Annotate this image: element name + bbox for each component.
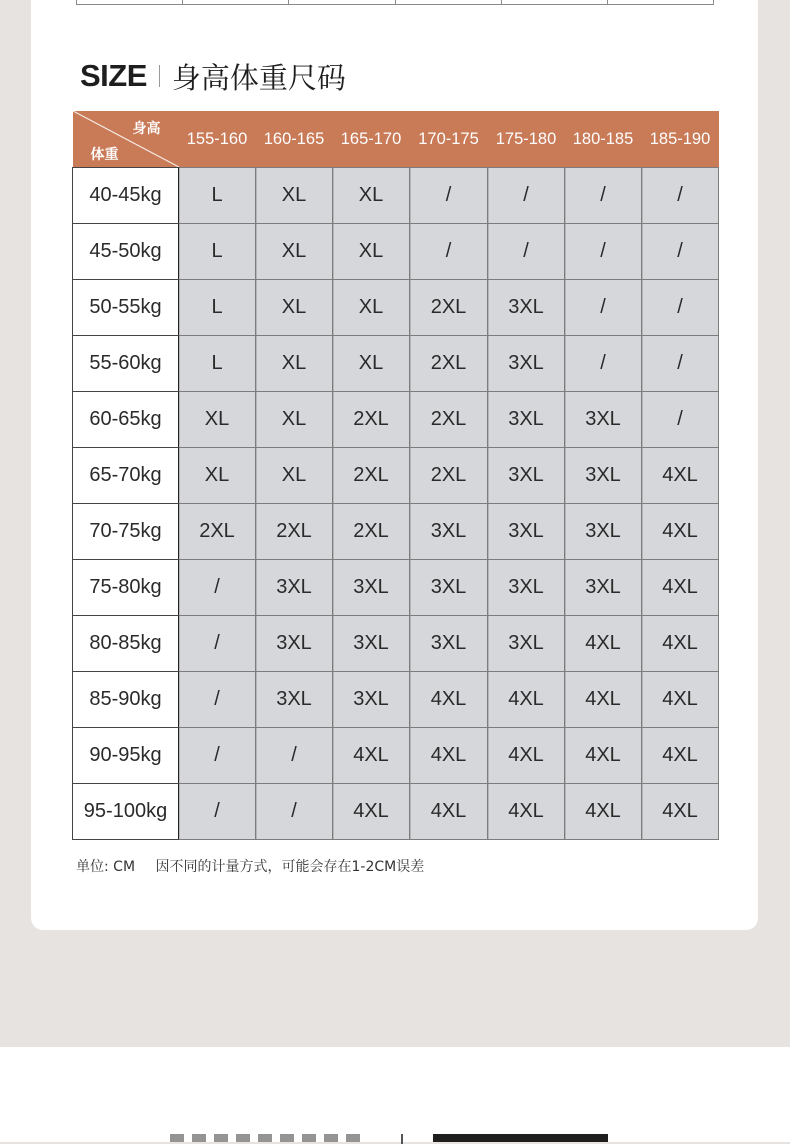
weight-cell: 55-60kg [73,336,179,392]
size-cell: / [179,672,256,728]
size-cell: 3XL [488,504,565,560]
size-cell: XL [256,448,333,504]
next-title-divider [401,1134,403,1144]
weight-cell: 85-90kg [73,672,179,728]
size-cell: XL [333,168,410,224]
previous-table-fragment [76,0,714,5]
size-cell: 3XL [488,336,565,392]
size-cell: 3XL [565,504,642,560]
size-cell: 3XL [488,448,565,504]
size-cell: / [565,336,642,392]
size-cell: / [179,616,256,672]
size-cell: 3XL [488,560,565,616]
size-cell: 2XL [333,392,410,448]
size-cell: 3XL [410,616,488,672]
size-cell: XL [256,336,333,392]
height-axis-label: 身高 [132,120,161,136]
size-cell: / [488,224,565,280]
weight-cell: 45-50kg [73,224,179,280]
table-row [73,504,719,560]
size-cell: XL [179,392,256,448]
size-cell: 3XL [256,616,333,672]
size-cell: 4XL [565,616,642,672]
size-cell: 3XL [565,448,642,504]
next-title-cn-fragment [433,1134,608,1142]
size-cell: 3XL [410,504,488,560]
weight-cell: 60-65kg [73,392,179,448]
size-cell: 3XL [565,560,642,616]
size-cell: / [565,280,642,336]
size-cell: 4XL [488,672,565,728]
size-cell: 4XL [488,728,565,784]
weight-cell: 75-80kg [73,560,179,616]
size-cell: XL [333,336,410,392]
size-cell: / [256,784,333,840]
diagonal-line [73,111,179,167]
col-header: 160-165 [256,111,333,168]
size-cell: L [179,336,256,392]
size-cell: 3XL [256,672,333,728]
size-cell: 2XL [410,280,488,336]
table-row [73,392,719,448]
size-cell: L [179,224,256,280]
size-cell: 2XL [410,336,488,392]
size-cell: / [642,280,719,336]
corner-header [73,111,179,168]
col-header: 165-170 [333,111,410,168]
measurement-note [76,856,424,876]
size-cell: 2XL [256,504,333,560]
size-cell: / [642,224,719,280]
size-cell: L [179,168,256,224]
weight-cell: 65-70kg [73,448,179,504]
size-cell: 4XL [642,672,719,728]
size-cell: XL [333,280,410,336]
size-cell: / [410,168,488,224]
size-cell: / [179,784,256,840]
table-row [73,616,719,672]
size-cell: / [565,224,642,280]
size-cell: 4XL [642,504,719,560]
weight-cell: 50-55kg [73,280,179,336]
next-section-title-fragment [170,1134,608,1144]
size-cell: 4XL [488,784,565,840]
size-cell: 4XL [333,784,410,840]
size-cell: 4XL [642,784,719,840]
size-cell: 4XL [333,728,410,784]
size-cell: / [642,392,719,448]
size-cell: / [642,168,719,224]
size-cell: 3XL [333,672,410,728]
col-header: 185-190 [642,111,719,168]
size-cell: 2XL [333,448,410,504]
size-cell: 3XL [565,392,642,448]
size-cell: 4XL [565,728,642,784]
header-row [73,111,719,168]
size-cell: 4XL [642,728,719,784]
size-cell: 3XL [410,560,488,616]
title-en: SIZE [80,58,147,93]
col-header: 175-180 [488,111,565,168]
size-cell: 3XL [256,560,333,616]
size-cell: / [410,224,488,280]
size-table [72,111,719,840]
size-cell: 2XL [410,392,488,448]
size-cell: 4XL [410,784,488,840]
table-row [73,336,719,392]
size-cell: / [179,560,256,616]
weight-cell: 90-95kg [73,728,179,784]
size-cell: / [179,728,256,784]
weight-cell: 40-45kg [73,168,179,224]
size-cell: / [565,168,642,224]
note-text: 因不同的计量方式，可能会存在1-2CM误差 [155,859,425,875]
size-cell: 4XL [642,448,719,504]
size-cell: / [642,336,719,392]
size-cell: 4XL [642,560,719,616]
size-cell: 2XL [179,504,256,560]
size-cell: 4XL [410,672,488,728]
next-section [0,1047,790,1142]
table-row [73,224,719,280]
col-header: 180-185 [565,111,642,168]
size-cell: 3XL [333,616,410,672]
weight-axis-label: 体重 [90,146,119,162]
weight-cell: 80-85kg [73,616,179,672]
table-row [73,280,719,336]
size-cell: 3XL [488,616,565,672]
size-cell: 3XL [488,280,565,336]
weight-cell: 70-75kg [73,504,179,560]
col-header: 170-175 [410,111,488,168]
table-row [73,784,719,840]
weight-cell: 95-100kg [73,784,179,840]
size-cell: 4XL [642,616,719,672]
table-row [73,672,719,728]
table-row [73,168,719,224]
size-cell: XL [256,168,333,224]
unit-label: 单位: CM [76,859,136,875]
size-cell: 2XL [333,504,410,560]
size-cell: 4XL [565,672,642,728]
section-title [80,56,346,96]
size-cell: XL [333,224,410,280]
col-header: 155-160 [179,111,256,168]
size-cell: XL [256,392,333,448]
table-row [73,560,719,616]
size-cell: 2XL [410,448,488,504]
size-cell: 3XL [333,560,410,616]
table-row [73,448,719,504]
size-cell: XL [179,448,256,504]
size-cell: / [488,168,565,224]
next-title-en-fragment [170,1134,365,1142]
title-cn: 身高体重尺码 [171,60,346,95]
size-cell: 4XL [565,784,642,840]
size-cell: / [256,728,333,784]
title-divider [159,65,160,87]
size-cell: L [179,280,256,336]
size-cell: 3XL [488,392,565,448]
size-cell: XL [256,280,333,336]
table-row [73,728,719,784]
size-cell: 4XL [410,728,488,784]
size-cell: XL [256,224,333,280]
